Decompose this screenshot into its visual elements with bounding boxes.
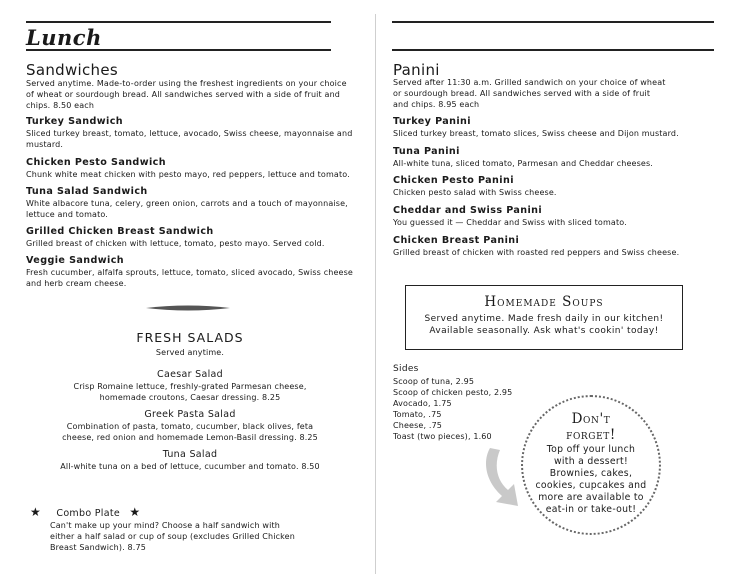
menu-item-chicken-pesto-sandwich (26, 157, 350, 180)
item-desc: All-white tuna on a bed of lettuce, cucumber and tomato. 8.50 (60, 462, 320, 471)
salads-section (26, 330, 354, 472)
panini-intro-line: Served after 11:30 a.m. Grilled sandwich on your choice of wheat (393, 78, 666, 87)
dessert-line: Top off your lunch (546, 444, 636, 455)
item-desc: either a half salad or cup of soup (excludes Grilled Chicken (50, 532, 295, 541)
side-item: Cheese, .75 (393, 421, 443, 430)
item-desc: Grilled breast of chicken with lettuce, tomato, pesto mayo. Served cold. (26, 239, 325, 248)
menu-item-tuna-panini (393, 146, 653, 169)
side-item: Scoop of chicken pesto, 2.95 (393, 388, 513, 397)
dessert-title-line: Don't (571, 411, 611, 427)
item-desc: homemade croutons, Caesar dressing. 8.25 (99, 393, 281, 402)
star-icon: ★ (30, 505, 42, 519)
sandwiches-intro (26, 78, 347, 111)
item-desc: lettuce and tomato. (26, 210, 108, 219)
side-item: Scoop of tuna, 2.95 (393, 377, 475, 386)
item-name: Cheddar and Swiss Panini (393, 205, 543, 216)
item-name: Tuna Panini (393, 146, 460, 157)
dessert-line: more are available to (538, 492, 644, 503)
side-item: Toast (two pieces), 1.60 (393, 432, 492, 441)
item-desc: Sliced turkey breast, tomato slices, Swiss cheese and Dijon mustard. (393, 129, 679, 138)
sandwiches-intro-line: Served anytime. Made-to-order using the freshest ingredients on your choice (26, 79, 347, 88)
item-desc: mustard. (26, 140, 64, 149)
item-name: Chicken Pesto Panini (393, 175, 514, 186)
soups-text (406, 313, 682, 337)
item-desc: Grilled breast of chicken with roasted red peppers and Swiss cheese. (393, 248, 680, 257)
soups-line: Available seasonally. Ask what's cookin' today! (429, 326, 659, 336)
soups-line: Served anytime. Made fresh daily in our kitchen! (424, 314, 664, 324)
menu-item-chicken-breast-panini (393, 235, 679, 258)
item-name: Greek Pasta Salad (144, 409, 236, 420)
item-desc: and herb cream cheese. (26, 279, 127, 288)
salads-subheading: Served anytime. (155, 348, 225, 357)
menu-item-veggie-sandwich (26, 255, 353, 289)
soups-heading: Homemade Soups (484, 294, 604, 310)
item-desc: cheese, red onion and homemade Lemon-Basil dressing. 8.25 (62, 433, 318, 442)
item-name: Chicken Breast Panini (393, 235, 520, 246)
dessert-text (521, 444, 661, 516)
sides-heading: Sides (393, 364, 419, 374)
title-rule-right (392, 49, 714, 51)
item-desc: Sliced turkey breast, tomato, lettuce, avocado, Swiss cheese, mayonnaise and (26, 129, 353, 138)
item-desc: White albacore tuna, celery, green onion, carrots and a touch of mayonnaise, (26, 199, 348, 208)
page-divider (375, 14, 376, 574)
menu-item-grilled-chicken-sandwich (26, 226, 325, 249)
item-name: Turkey Panini (393, 116, 471, 127)
item-desc: You guessed it — Cheddar and Swiss with sliced tomato. (393, 218, 627, 227)
item-name: Grilled Chicken Breast Sandwich (26, 226, 214, 237)
item-name: Turkey Sandwich (26, 116, 124, 127)
title-rule-left (26, 49, 331, 51)
combo-plate-name: Combo Plate (56, 508, 121, 519)
sandwiches-intro-line: of wheat or sourdough bread. All sandwiches served with a side of fruit and (26, 90, 341, 99)
menu-item-tuna-salad-sandwich (26, 186, 348, 220)
item-desc: Combination of pasta, tomato, cucumber, black olives, feta (66, 422, 314, 431)
combo-plate-desc (50, 520, 295, 553)
item-name: Tuna Salad (162, 449, 218, 460)
item-desc: Chunk white meat chicken with pesto mayo, red peppers, lettuce and tomato. (26, 170, 350, 179)
item-desc: Can't make up your mind? Choose a half sandwich with (50, 521, 280, 530)
side-item: Avocado, 1.75 (393, 399, 452, 408)
item-name: Caesar Salad (157, 369, 223, 380)
panini-intro (393, 77, 666, 110)
sandwiches-intro-line: chips. 8.50 each (26, 101, 95, 110)
dessert-line: cookies, cupcakes and (535, 480, 647, 491)
dessert-title-line: forget! (566, 427, 616, 443)
sandwiches-heading: Sandwiches (26, 61, 118, 79)
sides-section (393, 364, 512, 442)
dessert-line: Brownies, cakes, (549, 468, 633, 479)
top-rule-left (26, 21, 331, 23)
item-name: Veggie Sandwich (26, 255, 125, 266)
item-desc: Crisp Romaine lettuce, freshly-grated Parmesan cheese, (73, 382, 307, 391)
side-item: Tomato, .75 (393, 410, 442, 419)
menu-item-chicken-pesto-panini (393, 175, 557, 198)
top-rule-right (392, 21, 714, 23)
page-title: Lunch (26, 25, 102, 50)
panini-intro-line: and chips. 8.95 each (393, 100, 480, 109)
item-name: Chicken Pesto Sandwich (26, 157, 166, 168)
menu-item-turkey-sandwich (26, 116, 352, 150)
menu-item-cheddar-swiss-panini (393, 205, 627, 228)
item-desc: Fresh cucumber, alfalfa sprouts, lettuce, tomato, sliced avocado, Swiss cheese (26, 268, 353, 277)
star-icon: ★ (129, 505, 141, 519)
item-desc: Breast Sandwich). 8.75 (50, 543, 146, 552)
menu-item-turkey-panini (393, 116, 679, 139)
panini-intro-line: or sourdough bread. All sandwiches served with a side of fruit (393, 89, 651, 98)
dessert-line: with a dessert! (553, 456, 629, 467)
salads-heading: FRESH SALADS (136, 330, 244, 345)
ornament-divider (146, 304, 230, 312)
combo-plate-heading (30, 505, 140, 519)
homemade-soups-box (405, 285, 683, 350)
dessert-line: eat-in or take-out! (545, 504, 637, 515)
item-desc: All-white tuna, sliced tomato, Parmesan and Cheddar cheeses. (393, 159, 653, 168)
item-desc: Chicken pesto salad with Swiss cheese. (393, 188, 557, 197)
item-name: Tuna Salad Sandwich (26, 186, 148, 197)
panini-heading: Panini (393, 61, 440, 79)
